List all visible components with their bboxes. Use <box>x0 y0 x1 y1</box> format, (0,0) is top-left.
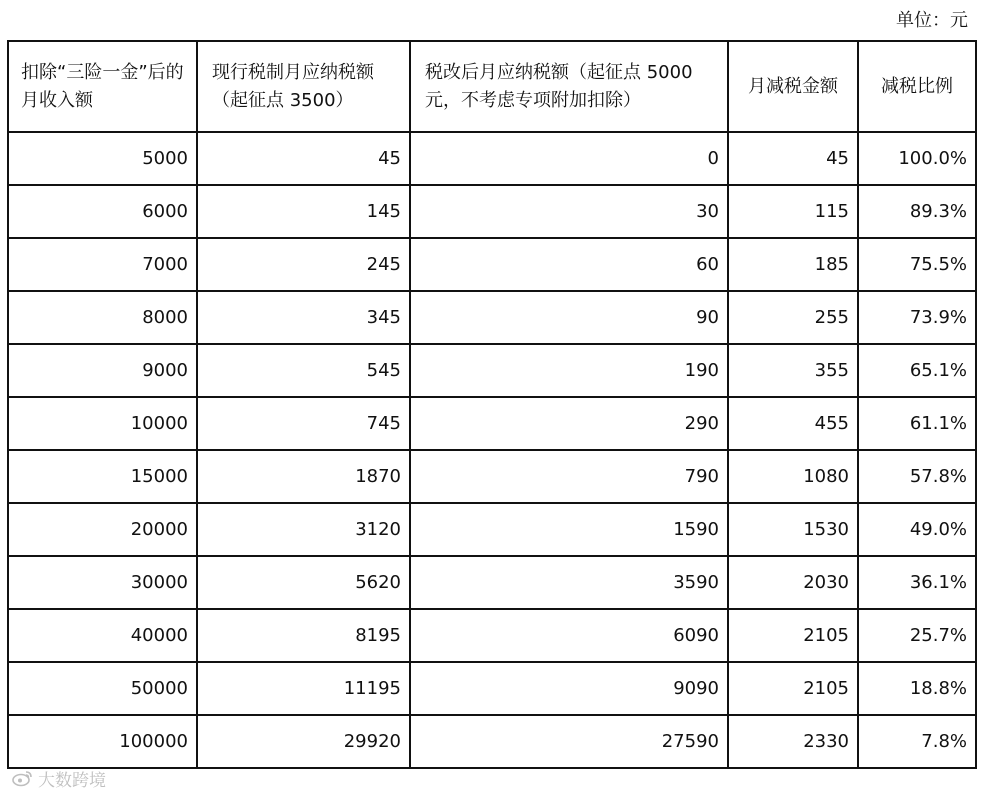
cell-tax-reduction: 115 <box>728 185 858 238</box>
table-row <box>8 132 976 185</box>
cell-reformed-tax: 3590 <box>410 556 728 609</box>
header-tax-reduction: 月减税金额 <box>728 41 858 132</box>
header-current-tax: 现行税制月应纳税额（起征点 3500） <box>197 41 410 132</box>
cell-reduction-ratio: 89.3% <box>858 185 976 238</box>
cell-monthly-income: 10000 <box>8 397 197 450</box>
table-row <box>8 397 976 450</box>
cell-reduction-ratio: 61.1% <box>858 397 976 450</box>
header-monthly-income: 扣除“三险一金”后的月收入额 <box>8 41 197 132</box>
watermark <box>12 766 106 790</box>
cell-current-tax: 3120 <box>197 503 410 556</box>
cell-reduction-ratio: 65.1% <box>858 344 976 397</box>
cell-current-tax: 245 <box>197 238 410 291</box>
cell-monthly-income: 9000 <box>8 344 197 397</box>
cell-tax-reduction: 2105 <box>728 609 858 662</box>
cell-current-tax: 8195 <box>197 609 410 662</box>
tax-comparison-table <box>7 40 977 769</box>
cell-monthly-income: 15000 <box>8 450 197 503</box>
cell-tax-reduction: 1530 <box>728 503 858 556</box>
cell-monthly-income: 8000 <box>8 291 197 344</box>
cell-reformed-tax: 27590 <box>410 715 728 768</box>
table-row <box>8 344 976 397</box>
table-row <box>8 662 976 715</box>
cell-reformed-tax: 790 <box>410 450 728 503</box>
cell-current-tax: 345 <box>197 291 410 344</box>
cell-reduction-ratio: 75.5% <box>858 238 976 291</box>
cell-tax-reduction: 255 <box>728 291 858 344</box>
table-header-row <box>8 41 976 132</box>
cell-tax-reduction: 2030 <box>728 556 858 609</box>
table-body <box>8 132 976 768</box>
cell-current-tax: 745 <box>197 397 410 450</box>
cell-tax-reduction: 2330 <box>728 715 858 768</box>
table-row <box>8 715 976 768</box>
cell-reduction-ratio: 49.0% <box>858 503 976 556</box>
cell-monthly-income: 50000 <box>8 662 197 715</box>
cell-reformed-tax: 30 <box>410 185 728 238</box>
cell-monthly-income: 100000 <box>8 715 197 768</box>
unit-label: 单位：元 <box>896 10 968 31</box>
cell-reformed-tax: 0 <box>410 132 728 185</box>
table-row <box>8 556 976 609</box>
cell-monthly-income: 30000 <box>8 556 197 609</box>
cell-reformed-tax: 60 <box>410 238 728 291</box>
cell-tax-reduction: 455 <box>728 397 858 450</box>
cell-current-tax: 11195 <box>197 662 410 715</box>
cell-current-tax: 29920 <box>197 715 410 768</box>
watermark-text: 大数跨境 <box>38 770 106 791</box>
cell-monthly-income: 20000 <box>8 503 197 556</box>
cell-monthly-income: 6000 <box>8 185 197 238</box>
cell-monthly-income: 40000 <box>8 609 197 662</box>
cell-current-tax: 1870 <box>197 450 410 503</box>
cell-reduction-ratio: 57.8% <box>858 450 976 503</box>
cell-reduction-ratio: 36.1% <box>858 556 976 609</box>
table-row <box>8 609 976 662</box>
cell-reformed-tax: 6090 <box>410 609 728 662</box>
cell-monthly-income: 7000 <box>8 238 197 291</box>
table-row <box>8 185 976 238</box>
cell-current-tax: 145 <box>197 185 410 238</box>
cell-current-tax: 545 <box>197 344 410 397</box>
cell-monthly-income: 5000 <box>8 132 197 185</box>
cell-reformed-tax: 1590 <box>410 503 728 556</box>
cell-reformed-tax: 190 <box>410 344 728 397</box>
table-row <box>8 291 976 344</box>
cell-tax-reduction: 185 <box>728 238 858 291</box>
cell-reduction-ratio: 73.9% <box>858 291 976 344</box>
cell-current-tax: 5620 <box>197 556 410 609</box>
cell-current-tax: 45 <box>197 132 410 185</box>
header-reformed-tax: 税改后月应纳税额（起征点 5000 元，不考虑专项附加扣除） <box>410 41 728 132</box>
weibo-logo-icon <box>12 769 34 787</box>
table-row <box>8 450 976 503</box>
cell-tax-reduction: 45 <box>728 132 858 185</box>
cell-tax-reduction: 1080 <box>728 450 858 503</box>
cell-reduction-ratio: 25.7% <box>858 609 976 662</box>
cell-tax-reduction: 2105 <box>728 662 858 715</box>
table-row <box>8 503 976 556</box>
cell-reformed-tax: 290 <box>410 397 728 450</box>
cell-reduction-ratio: 7.8% <box>858 715 976 768</box>
cell-tax-reduction: 355 <box>728 344 858 397</box>
header-reduction-ratio: 减税比例 <box>858 41 976 132</box>
cell-reduction-ratio: 18.8% <box>858 662 976 715</box>
table-row <box>8 238 976 291</box>
cell-reformed-tax: 90 <box>410 291 728 344</box>
cell-reformed-tax: 9090 <box>410 662 728 715</box>
cell-reduction-ratio: 100.0% <box>858 132 976 185</box>
